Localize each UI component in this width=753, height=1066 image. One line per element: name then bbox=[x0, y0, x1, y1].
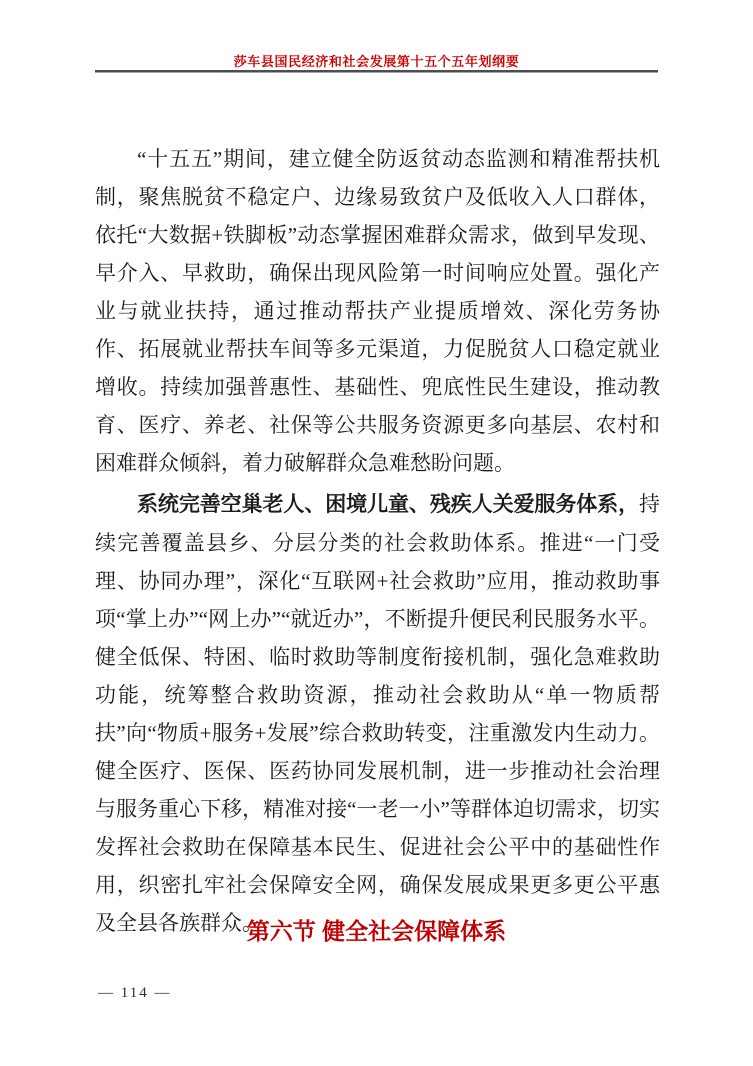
paragraph-text: “十五五”期间，建立健全防返贫动态监测和精准帮扶机制，聚焦脱贫不稳定户、边缘易致贫户及低收入人口群体，依托“大数据+铁脚板”动态掌握困难群众需求，做到早发现、早介入、早救助，确保出现风险第一时间响应处置。强化产业与就业扶持，通过推动帮扶产业提质增效、深化劳务协作、拓展就业帮扶车间等多元渠道，力促脱贫人口稳定就业增收。持续加强普惠性、基础性、兜底性民生建设，推动教育、医疗、养老、社保等公共服务资源更多向基层、农村和困难群众倾斜，着力破解群众急难愁盼问题。 bbox=[95, 147, 660, 475]
section-heading: 第六节 健全社会保障体系 bbox=[246, 918, 507, 944]
page-number: — 114 — bbox=[98, 985, 172, 1001]
paragraph-text: 持续完善覆盖县乡、分层分类的社会救助体系。推进“一门受理、协同办理”，深化“互联网+社会救助”应用，推动救助事项“掌上办”“网上办”“就近办”，不断提升便民利民服务水平。健全低保、特困、临时救助等制度衔接机制，强化急难救助功能，统筹整合救助资源，推动社会救助从“单一物质帮扶”向“物质+服务+发展”综合救助转变，注重激发内生动力。健全医疗、医保、医药协同发展机制，进一步推动社会治理与服务重心下移，精准对接“一老一小”等群体迫切需求，切实发挥社会救助在保障基本民生、促进社会公平中的基础性作用，织密扎牢社会保障安全网，确保发展成果更多更公平惠及全县各族群众。 bbox=[95, 492, 660, 935]
paragraph bbox=[95, 485, 660, 942]
header-divider-rule bbox=[95, 70, 658, 72]
document-header-title: 莎车县国民经济和社会发展第十五个五年划纲要 bbox=[233, 54, 520, 69]
paragraph-bold-lead: 系统完善空巢老人、困境儿童、残疾人关爱服务体系， bbox=[137, 493, 639, 516]
paragraph bbox=[95, 140, 660, 482]
body-text bbox=[95, 140, 660, 942]
